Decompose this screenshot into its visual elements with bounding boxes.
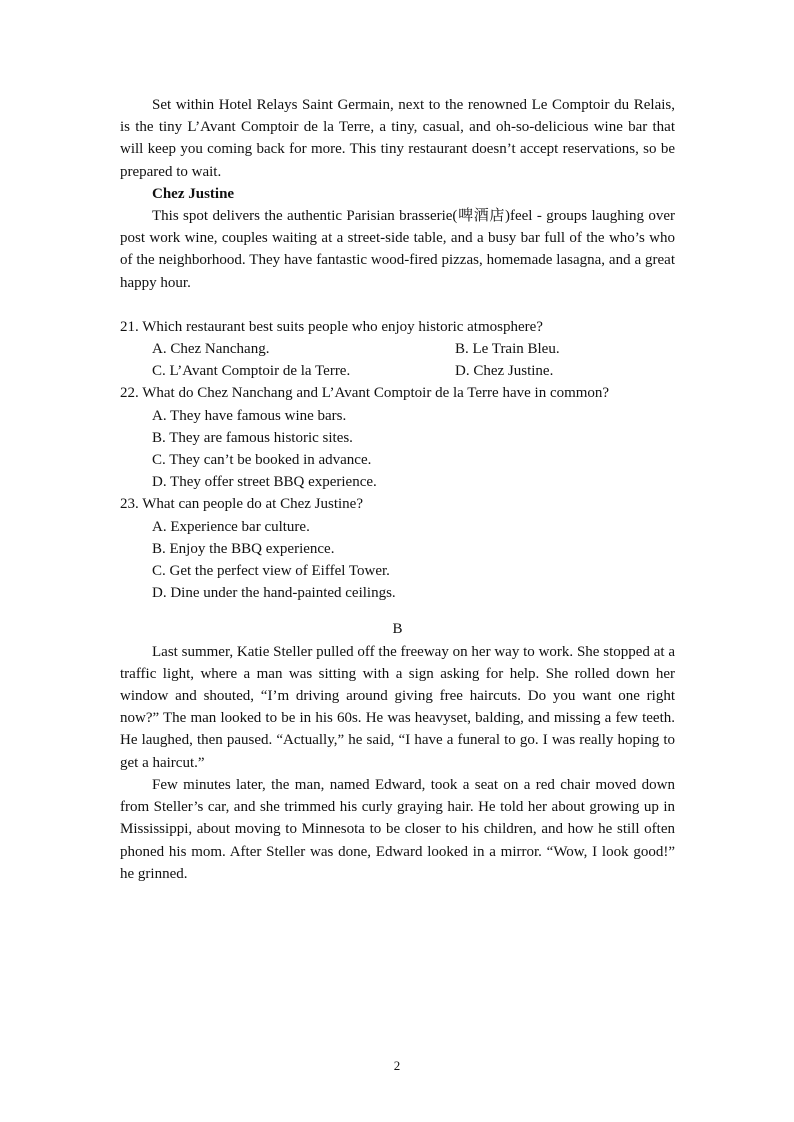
option-c: C. Get the perfect view of Eiffel Tower. [152,563,390,580]
passage-b-paragraph-2: Few minutes later, the man, named Edward, took a seat on a red chair moved down from Steller’s car, and she trimmed his curly graying hair. He told her about growing up in Mississippi, about moving to Minnesota to be closer to his children, and how he still often phoned his mom. After Steller was done, Edward looked in a mirror. “Wow, I look good!” he grinned. [120,776,675,882]
option-d: D. They offer street BBQ experience. [152,474,377,491]
option-a: A. Chez Nanchang. [152,341,270,358]
question-21 [120,316,675,383]
document-page [120,94,675,885]
section-label-b: B [392,621,403,638]
question-22 [120,382,675,493]
option-b: B. They are famous historic sites. [152,429,353,446]
question-stem: 23. What can people do at Chez Justine? [120,496,363,513]
option-b: B. Enjoy the BBQ experience. [152,540,335,557]
option-b: B. Le Train Bleu. [455,341,560,358]
option-a: A. Experience bar culture. [152,518,310,535]
option-row [120,338,675,360]
question-23 [120,493,675,604]
section-heading-chez-justine: Chez Justine [152,185,235,202]
spacer [120,294,675,316]
question-stem: 22. What do Chez Nanchang and L’Avant Comptoir de la Terre have in common? [120,385,610,402]
question-stem: 21. Which restaurant best suits people who enjoy historic atmosphere? [120,318,543,335]
passage-b-paragraph-1: Last summer, Katie Steller pulled off the freeway on her way to work. She stopped at a traffic light, where a man was sitting with a sign asking for help. She rolled down her window and shouted, “I’m driving around giving free haircuts. Do you want one right now?” The man looked to be in his 60s. He was heavyset, balding, and missing a few teeth. He laughed, then paused. “Actually,” he said, “I have a funeral to go. I was really hoping to get a haircut.” [120,643,675,771]
option-c: C. They can’t be booked in advance. [152,452,372,469]
passage-a-paragraph-2: This spot delivers the authentic Parisian brasserie(啤酒店)feel - groups laughing over post work wine, couples waiting at a street-side table, and a busy bar full of the who’s who of the neighborhood. They have fantastic wood-fired pizzas, homemade lasagna, and a great happy hour. [120,208,675,291]
option-d: D. Chez Justine. [455,363,554,380]
passage-a-paragraph-1: Set within Hotel Relays Saint Germain, next to the renowned Le Comptoir du Relais, is the tiny L’Avant Comptoir de la Terre, a tiny, casual, and oh-so-delicious wine bar that will keep you coming back for more. This tiny restaurant doesn’t accept reservations, so be prepared to wait. [120,97,675,180]
option-row [120,360,675,382]
option-c: C. L’Avant Comptoir de la Terre. [152,363,351,380]
option-a: A. They have famous wine bars. [152,407,347,424]
option-d: D. Dine under the hand-painted ceilings. [152,585,396,602]
page-number: 2 [393,1058,401,1073]
